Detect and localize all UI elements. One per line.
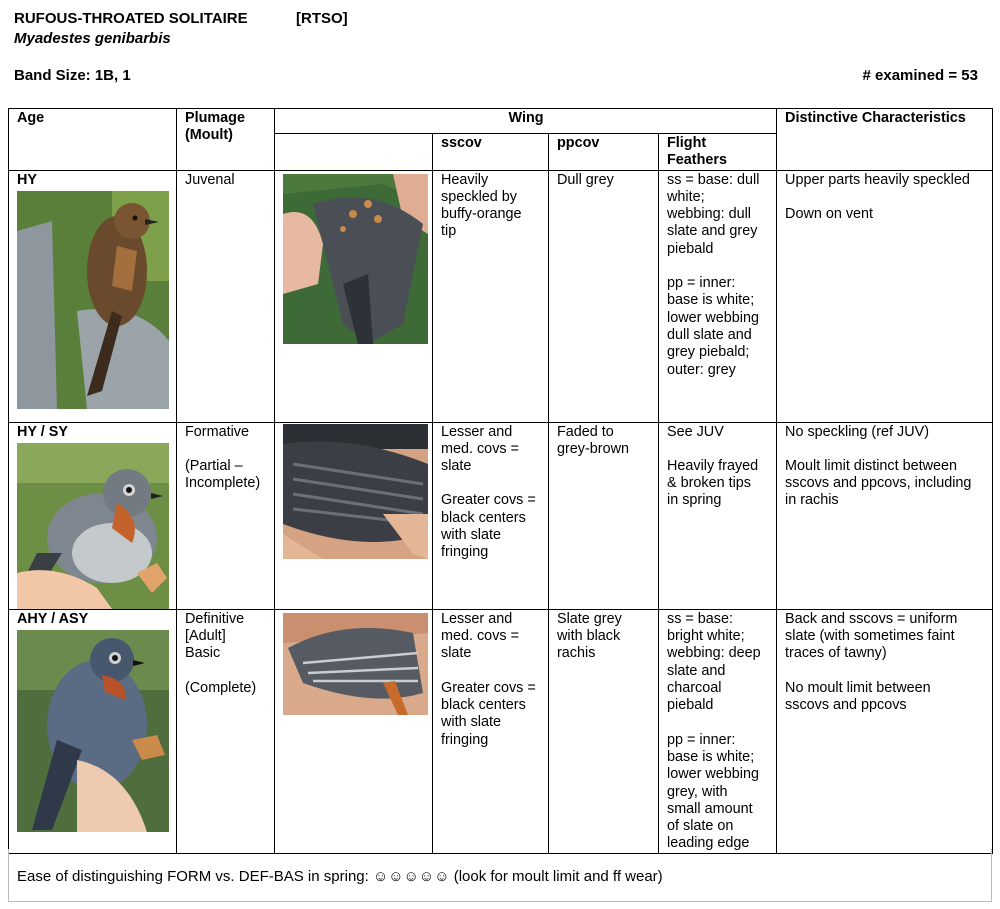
plumage-cell: Formative (Partial – Incomplete)	[177, 422, 275, 609]
col-ppcov: ppcov	[549, 134, 659, 171]
col-plumage: Plumage (Moult)	[177, 109, 275, 171]
ppcov-cell: Slate grey with black rachis	[549, 609, 659, 853]
age-cell	[9, 609, 177, 853]
col-age: Age	[9, 109, 177, 171]
col-sscov: sscov	[433, 134, 549, 171]
table-row	[9, 609, 993, 853]
age-label: AHY / ASY	[17, 610, 89, 627]
formative-wing-photo	[283, 424, 428, 559]
col-wing: Wing	[275, 109, 777, 134]
ppcov-cell: Dull grey	[549, 170, 659, 422]
juvenile-bird-photo	[17, 191, 169, 409]
formative-bird-photo	[17, 443, 169, 609]
plumage-cell: Definitive [Adult] Basic (Complete)	[177, 609, 275, 853]
flight-cell: ss = base: bright white; webbing: deep slate and charcoal piebald pp = inner: base is white; lower webbing grey, with small amount of slate on leading edge	[659, 609, 777, 853]
col-photo-blank	[275, 134, 433, 171]
wing-photo-cell	[275, 422, 433, 609]
ageing-table	[8, 108, 993, 854]
age-cell	[9, 422, 177, 609]
table-row	[9, 422, 993, 609]
distinctive-cell: No speckling (ref JUV) Moult limit distinct between sscovs and ppcovs, including in rachis	[777, 422, 993, 609]
col-flight: Flight Feathers	[659, 134, 777, 171]
sscov-cell: Heavily speckled by buffy-orange tip	[433, 170, 549, 422]
flight-cell: See JUV Heavily frayed & broken tips in spring	[659, 422, 777, 609]
distinctive-cell: Back and sscovs = uniform slate (with sometimes faint traces of tawny) No moult limit between sscovs and ppcovs	[777, 609, 993, 853]
band-size: Band Size: 1B, 1	[14, 67, 131, 84]
sscov-cell: Lesser and med. covs = slate Greater covs = black centers with slate fringing	[433, 422, 549, 609]
age-label: HY / SY	[17, 423, 68, 440]
age-cell	[9, 170, 177, 422]
age-label: HY	[17, 171, 37, 188]
sscov-cell: Lesser and med. covs = slate Greater covs = black centers with slate fringing	[433, 609, 549, 853]
plumage-cell: Juvenal	[177, 170, 275, 422]
adult-bird-photo	[17, 630, 169, 832]
examined-count: # examined = 53	[862, 67, 978, 84]
distinctive-cell: Upper parts heavily speckled Down on vent	[777, 170, 993, 422]
species-name: RUFOUS-THROATED SOLITAIRE	[14, 10, 248, 27]
ease-text: Ease of distinguishing FORM vs. DEF-BAS in spring: ☺☺☺☺☺ (look for moult limit and ff wear)	[17, 868, 663, 885]
table-row	[9, 170, 993, 422]
col-distinctive: Distinctive Characteristics	[777, 109, 993, 171]
ease-footer	[8, 849, 992, 902]
flight-cell: ss = base: dull white; webbing: dull slate and grey piebald pp = inner: base is white; lower webbing dull slate and grey piebald; outer: grey	[659, 170, 777, 422]
adult-wing-photo	[283, 613, 428, 715]
juvenile-wing-photo	[283, 174, 428, 344]
scientific-name: Myadestes genibarbis	[14, 30, 171, 47]
species-code: [RTSO]	[296, 10, 348, 27]
wing-photo-cell	[275, 609, 433, 853]
ppcov-cell: Faded to grey-brown	[549, 422, 659, 609]
wing-photo-cell	[275, 170, 433, 422]
